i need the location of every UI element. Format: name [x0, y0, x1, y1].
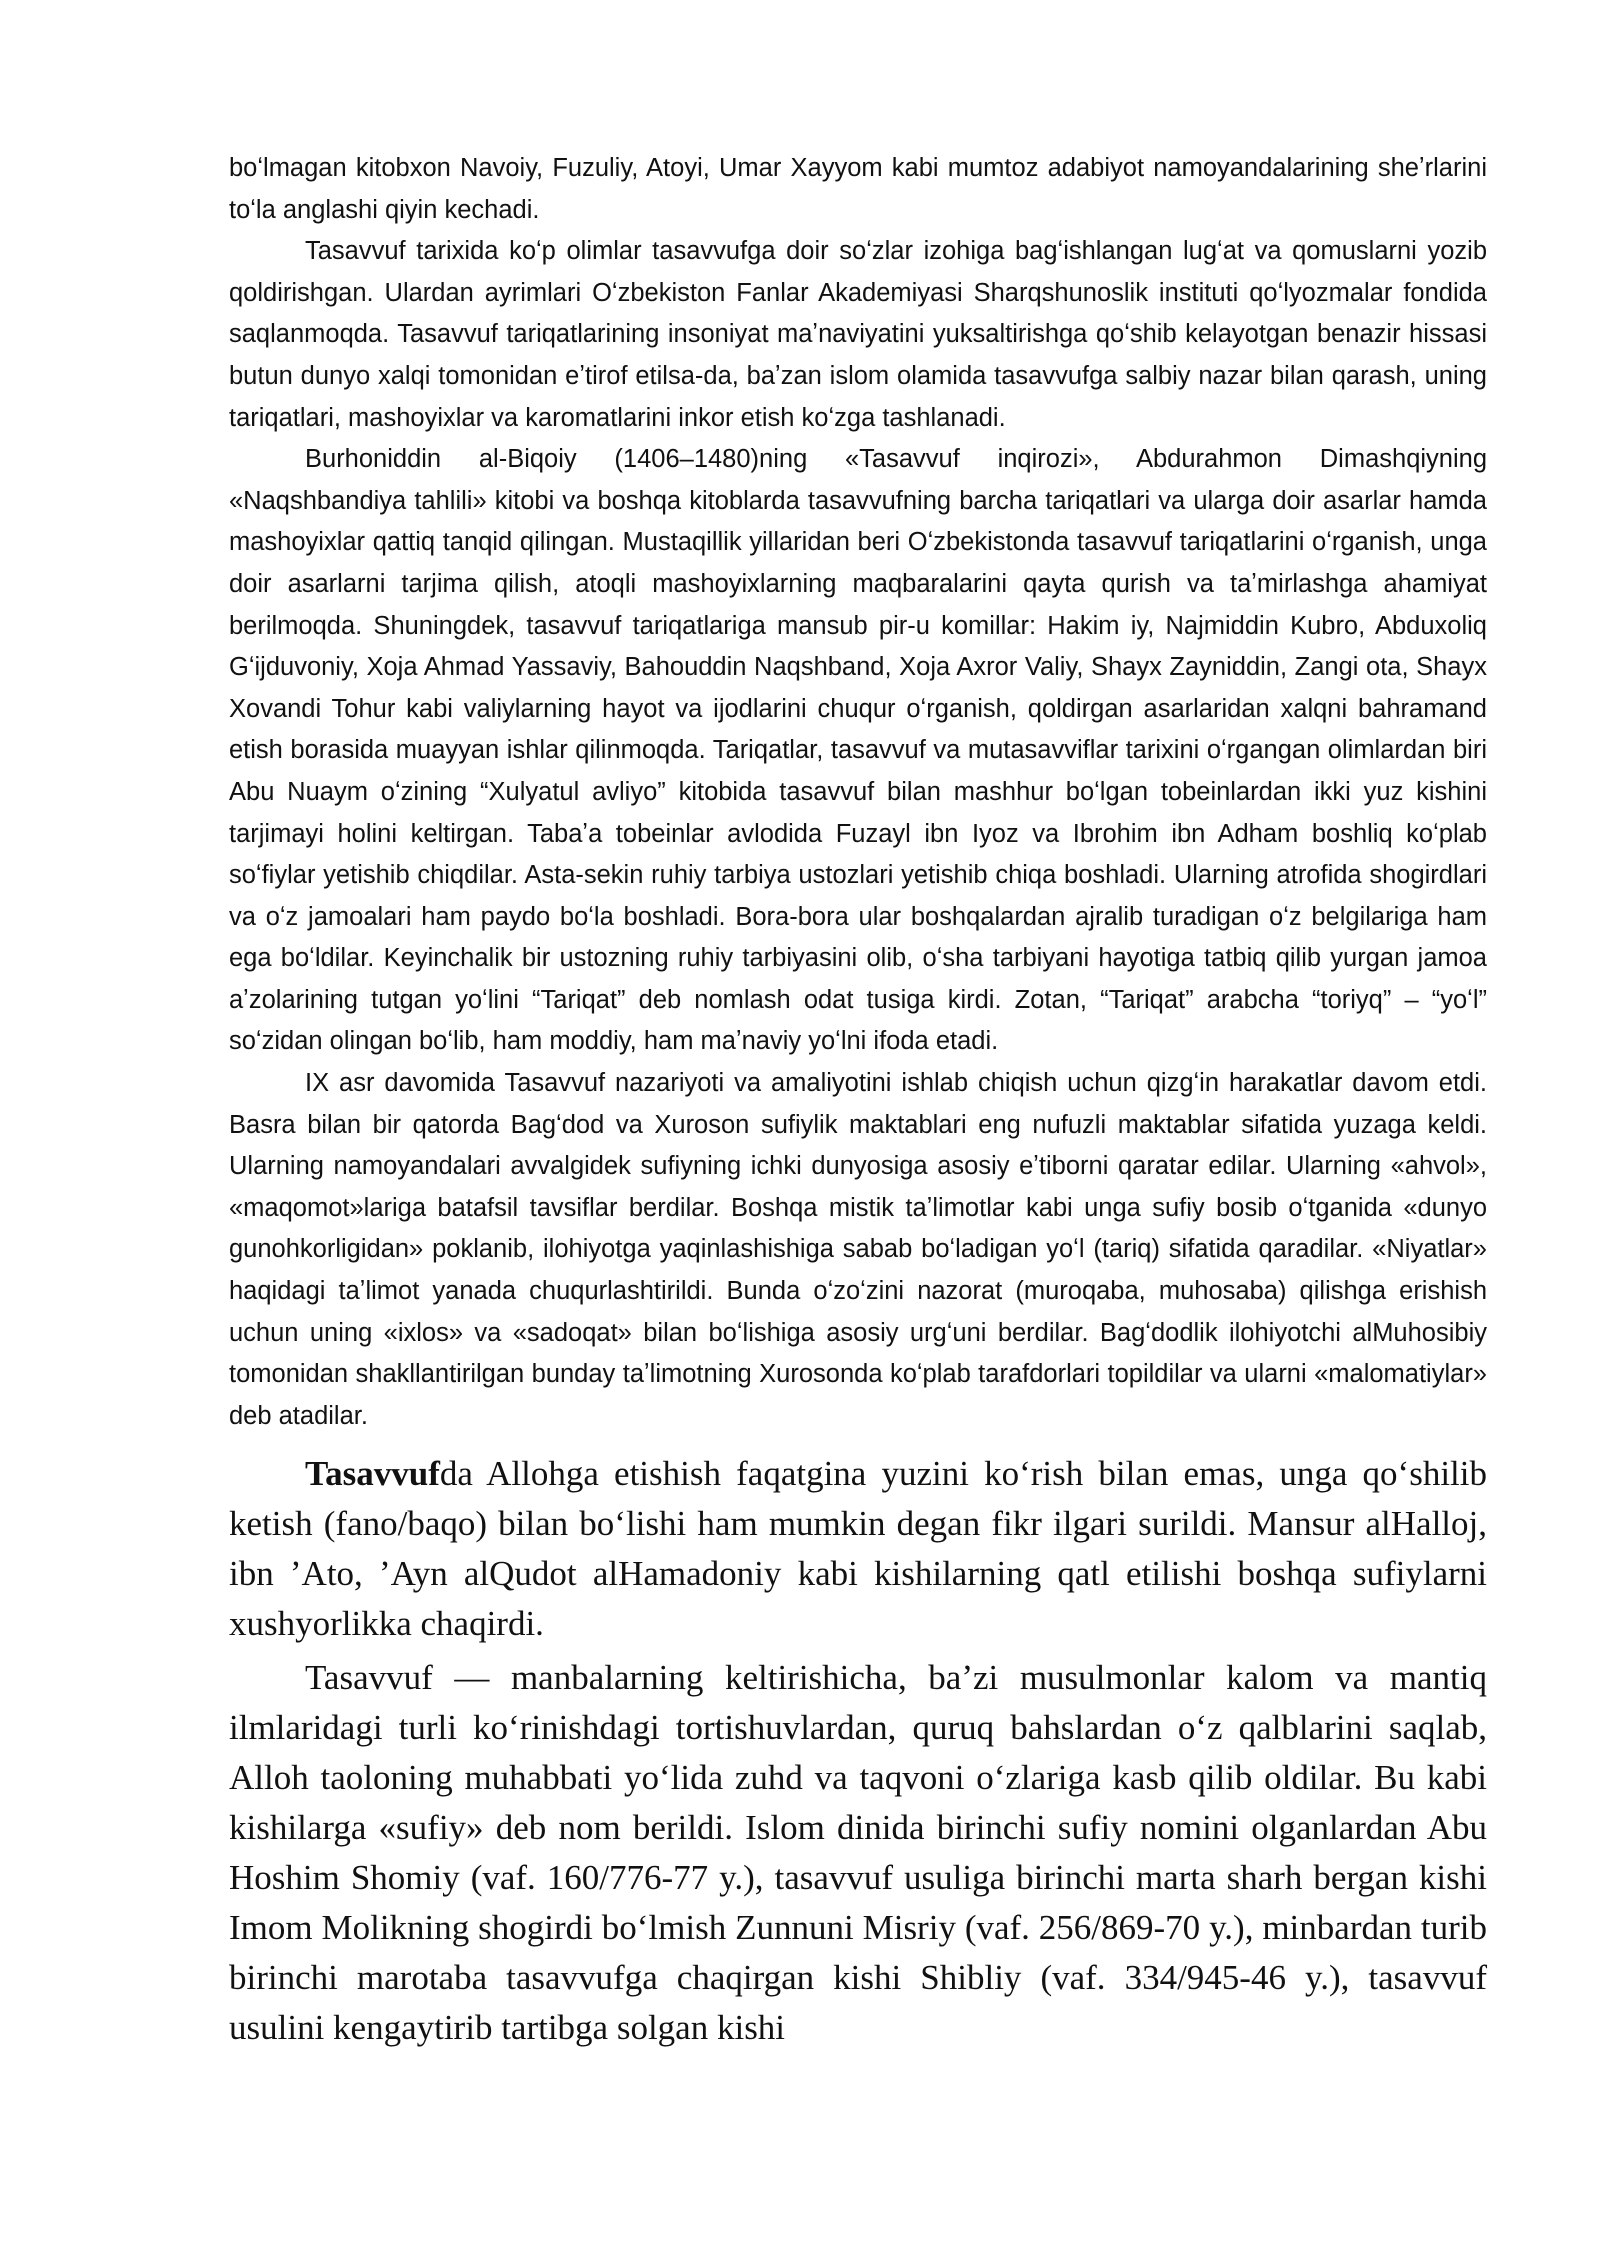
paragraph-1: boʻlmagan kitobxon Navoiy, Fuzuliy, Atoyi, Umar Xayyom kabi mumtoz adabiyot namoyandalarining sheʼrlarini toʻla anglashi qiyin kechadi. [229, 154, 1487, 224]
paragraph-5-bold-term: Tasavvuf [305, 1454, 440, 1494]
paragraph-4: IX asr davomida Tasavvuf nazariyoti va amaliyotini ishlab chiqish uchun qizgʻin harakatlar davom etdi. Basra bilan bir qatorda Bagʻdod va Xuroson sufiylik maktablari eng nufuzli maktablar sifatida yuzaga keldi. Ularning namoyandalari avvalgidek sufiyning ichki dunyosiga asosiy eʼtiborni qaratar edilar. Ularning «ahvol», «maqomot»lariga batafsil tavsiflar berdilar. Boshqa mistik taʼlimotlar kabi unga sufiy bosib oʻtganida «dunyo gunohkorligidan» poklanib, ilohiyotga yaqinlashishiga sabab boʻladigan yoʻl (tariq) sifatida qaradilar. «Niyatlar» haqidagi taʼlimot yanada chuqurlashtirildi. Bunda oʻzoʻzini nazorat (muroqaba, muhosaba) qilishga erishish uchun uning «ixlos» va «sadoqat» bilan boʻlishiga asosiy urgʻuni berdilar. Bagʻdodlik ilohiyotchi alMuhosibiy tomonidan shakllantirilgan bunday taʼlimotning Xurosonda koʻplab tarafdorlari topildilar va ularni «malomatiylar» deb atadilar. [229, 1069, 1487, 1430]
paragraph-5-text: da Allohga etishish faqatgina yuzini koʻrish bilan emas, unga qoʻshilib ketish (fano/baqo) bilan boʻlishi ham mumkin degan fikr ilgari surildi. Mansur alHalloj, ibn ʼAto, ʼAyn alQudot alHamadoniy kabi kishilarning qatl etilishi boshqa sufiylarni xushyorlikka chaqirdi. [229, 1454, 1487, 1644]
paragraph-2: Tasavvuf tarixida koʻp olimlar tasavvufga doir soʻzlar izohiga bagʻishlangan lugʻat va qomuslarni yozib qoldirishgan. Ulardan ayrimlari Oʻzbekiston Fanlar Akademiyasi Sharqshunoslik instituti qoʻlyozmalar fondida saqlanmoqda. Tasavvuf tariqatlarining insoniyat maʼnaviyatini yuksaltirishga qoʻshib kelayotgan benazir hissasi butun dunyo xalqi tomonidan eʼtirof etilsa-da, baʼzan islom olamida tasavvufga salbiy nazar bilan qarash, uning tariqatlari, mashoyixlar va karomatlarini inkor etish koʻzga tashlanadi. [229, 237, 1487, 432]
paragraph-6: Tasavvuf — manbalarning keltirishicha, baʼzi musulmonlar kalom va mantiq ilmlaridagi turli koʻrinishdagi tortishuvlardan, quruq bahslardan oʻz qalblarini saqlab, Alloh taoloning muhabbati yoʻlida zuhd va taqvoni oʻzlariga kasb qilib oldilar. Bu kabi kishilarga «sufiy» deb nom berildi. Islom dinida birinchi sufiy nomini olganlardan Abu Hoshim Shomiy (vaf. 160/776-77 y.), tasavvuf usuliga birinchi marta sharh bergan kishi Imom Molikning shogirdi boʻlmish Zunnuni Misriy (vaf. 256/869-70 y.), minbardan turib birinchi marotaba tasavvufga chaqirgan kishi Shibliy (vaf. 334/945-46 y.), tasavvuf usulini kengaytirib tartibga solgan kishi [229, 1658, 1487, 2048]
paragraph-3: Burhoniddin al-Biqoiy (1406–1480)ning «Tasavvuf inqirozi», Abdurahmon Dimashqiyning «Naqshbandiya tahlili» kitobi va boshqa kitoblarda tasavvufning barcha tariqatlari va ularga doir asarlar hamda mashoyixlar qattiq tanqid qilingan. Mustaqillik yillaridan beri Oʻzbekistonda tasavvuf tariqatlarini oʻrganish, unga doir asarlarni tarjima qilish, atoqli mashoyixlarning maqbaralarini qayta qurish va taʼmirlashga ahamiyat berilmoqda. Shuningdek, tasavvuf tariqatlariga mansub pir-u komillar: Hakim iy, Najmiddin Kubro, Abduxoliq Gʻijduvoniy, Xoja Ahmad Yassaviy, Bahouddin Naqshband, Xoja Axror Valiy, Shayx Zayniddin, Zangi ota, Shayx Xovandi Tohur kabi valiylarning hayot va ijodlarini chuqur oʻrganish, qoldirgan asarlaridan xalqni bahramand etish borasida muayyan ishlar qilinmoqda. Tariqatlar, tasavvuf va mutasavviflar tarixini oʻrgangan olimlardan biri Abu Nuaym oʻzining “Xulyatul avliyo” kitobida tasavvuf bilan mashhur boʻlgan tobeinlardan ikki yuz kishini tarjimayi holini keltirgan. Tabaʼa tobeinlar avlodida Fuzayl ibn Iyoz va Ibrohim ibn Adham boshliq koʻplab soʻfiylar yetishib chiqdilar. Asta-sekin ruhiy tarbiya ustozlari yetishib chiqa boshladi. Ularning atrofida shogirdlari va oʻz jamoalari ham paydo boʻla boshladi. Bora-bora ular boshqalardan ajralib turadigan oʻz belgilariga ham ega boʻldilar. Keyinchalik bir ustozning ruhiy tarbiyasini olib, oʻsha tarbiyani hayotiga tatbiq qilib yurgan jamoa aʼzolarining tutgan yoʻlini “Tariqat” deb nomlash odat tusiga kirdi. Zotan, “Tariqat” arabcha “toriyq” – “yoʻl” soʻzidan olingan boʻlib, ham moddiy, ham maʼnaviy yoʻlni ifoda etadi. [229, 445, 1487, 1056]
paragraph-5 [229, 1449, 1487, 1649]
document-page [229, 148, 1487, 2053]
